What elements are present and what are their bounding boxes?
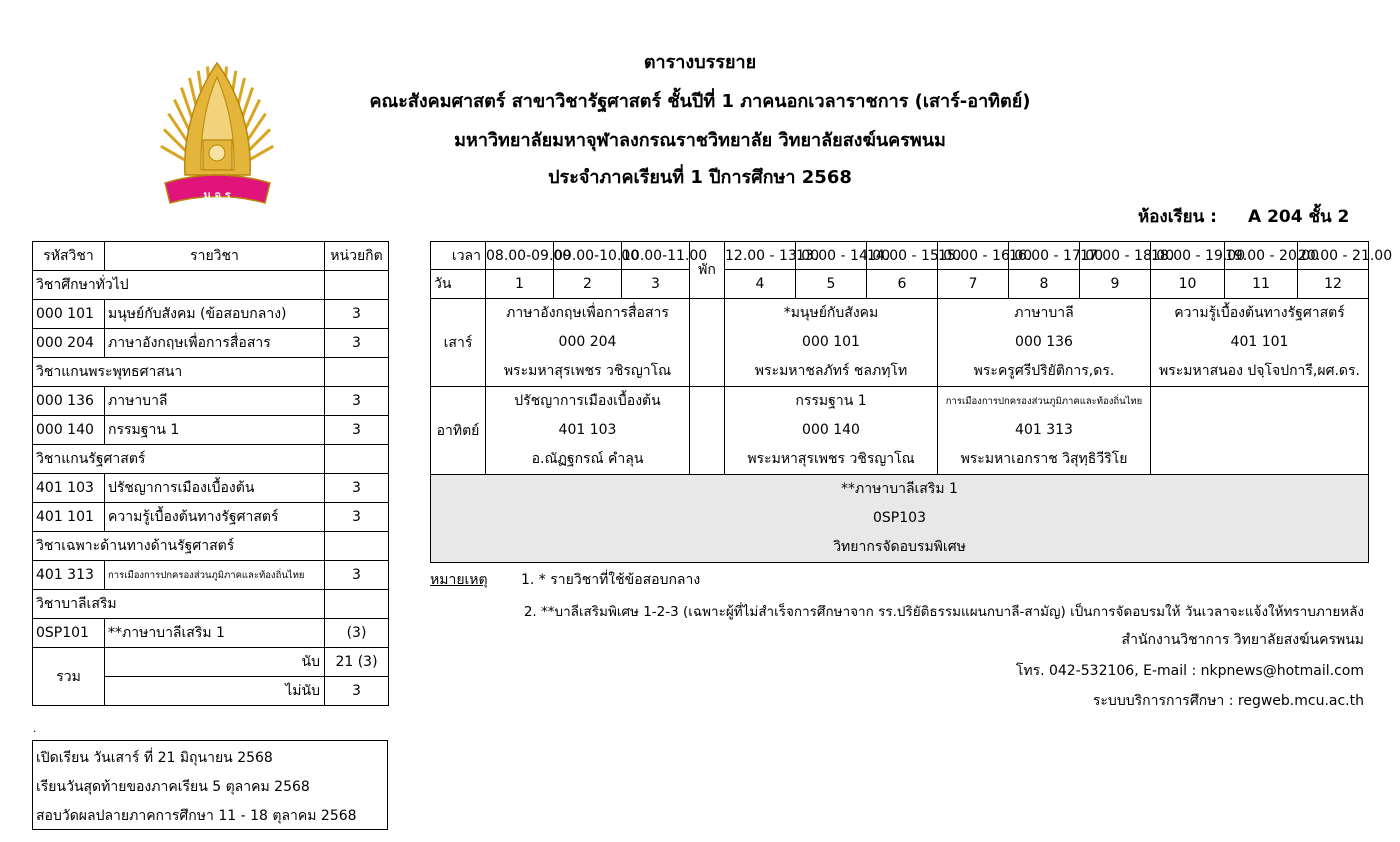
table-row [33, 619, 389, 648]
time-slot: 17.00 - 18.00 [1080, 242, 1151, 270]
slot-subject: ความรู้เบื้องต้นทางรัฐศาสตร์ [1174, 305, 1345, 321]
slot-code: 401 313 [1015, 422, 1073, 438]
dot-mark: . [33, 724, 37, 735]
notes-label: หมายเหตุ [430, 572, 488, 588]
slot-teacher: วิทยากรจัดอบรมพิเศษ [833, 539, 966, 555]
table-row [431, 387, 1369, 475]
course-name: กรรมฐาน 1 [105, 416, 325, 445]
slot-code: 0SP103 [873, 510, 926, 526]
day-name: เสาร์ [431, 299, 486, 387]
course-credit: 3 [325, 387, 389, 416]
last-class-date: เรียนวันสุดท้ายของภาคเรียน 5 ตุลาคม 2568 [36, 779, 310, 795]
table-row [33, 590, 389, 619]
slot-subject: ภาษาอังกฤษเพื่อการสื่อสาร [506, 305, 669, 321]
course-group-title: วิชาบาลีเสริม [33, 590, 325, 619]
exam-date: สอบวัดผลปลายภาคการศึกษา 11 - 18 ตุลาคม 2568 [36, 808, 357, 824]
break-label: พัก [690, 242, 725, 299]
slot-code: 000 101 [802, 334, 860, 350]
table-row [33, 387, 389, 416]
table-row [33, 503, 389, 532]
time-slot: 20.00 - 21.00 [1298, 242, 1369, 270]
period-number: 12 [1298, 270, 1369, 299]
note-2: 2. **บาลีเสริมพิเศษ 1-2-3 (เฉพาะผู้ที่ไม่สำเร็จการศึกษาจาก รร.ปริยัติธรรมแผนกบาลี-สามัญ) เป็นการจัดอบรมให้ วันเวลาจะแจ้งให้ทราบภายหลัง [523, 604, 1364, 620]
period-number: 9 [1080, 270, 1151, 299]
period-number: 4 [725, 270, 796, 299]
slot-code: 000 140 [802, 422, 860, 438]
course-group-credit [325, 271, 389, 300]
table-row [33, 648, 389, 677]
break-cell [690, 299, 725, 387]
time-slot: 08.00-09.00 [486, 242, 554, 270]
slot-teacher: พระมหาเอกราช วิสุทฺธิวีริโย [960, 451, 1128, 467]
class-slot [725, 299, 938, 387]
contact-info: โทร. 042-532106, E-mail : nkpnews@hotmail.com [1015, 663, 1364, 679]
course-group-title: วิชาแกนพระพุทธศาสนา [33, 358, 325, 387]
office-name: สำนักงานวิชาการ วิทยาลัยสงฆ์นครพนม [1121, 632, 1364, 648]
table-row [33, 300, 389, 329]
course-code: 000 101 [33, 300, 105, 329]
header-name: รายวิชา [105, 242, 325, 271]
slot-teacher: อ.ณัฏฐกรณ์ คำลุน [531, 451, 644, 467]
table-row [33, 445, 389, 474]
course-group-title: วิชาเฉพาะด้านทางด้านรัฐศาสตร์ [33, 532, 325, 561]
slot-code: 401 103 [558, 422, 617, 438]
time-label: เวลา [431, 242, 486, 270]
course-credit: 3 [325, 503, 389, 532]
class-slot [486, 299, 690, 387]
total-label: รวม [33, 648, 105, 706]
course-name: ความรู้เบื้องต้นทางรัฐศาสตร์ [105, 503, 325, 532]
empty-slot [1151, 387, 1369, 475]
time-slot: 19.00 - 20.00 [1225, 242, 1298, 270]
header-credit: หน่วยกิต [325, 242, 389, 271]
class-slot [486, 387, 690, 475]
time-slot: 10.00-11.00 [622, 242, 690, 270]
course-group-credit [325, 590, 389, 619]
course-name: การเมืองการปกครองส่วนภูมิภาคและท้องถิ่นไทย [105, 561, 325, 590]
slot-subject: การเมืองการปกครองส่วนภูมิภาคและท้องถิ่นไทย [945, 396, 1143, 407]
room-value: A 204 ชั้น 2 [1248, 207, 1350, 227]
course-name: ภาษาบาลี [105, 387, 325, 416]
time-slot: 15.00 - 16.00 [938, 242, 1009, 270]
course-credit: 3 [325, 300, 389, 329]
course-code: 401 101 [33, 503, 105, 532]
table-row [33, 416, 389, 445]
dates-box [32, 740, 388, 830]
course-name: มนุษย์กับสังคม (ข้อสอบกลาง) [105, 300, 325, 329]
slot-code: 000 136 [1015, 334, 1073, 350]
class-slot [938, 299, 1151, 387]
time-slot: 13.00 - 14.00 [796, 242, 867, 270]
courses-table [32, 241, 389, 706]
nocount-label: ไม่นับ [105, 677, 325, 706]
time-slot: 18.00 - 19.00 [1151, 242, 1225, 270]
registration-system: ระบบบริการการศึกษา : regweb.mcu.ac.th [1092, 693, 1364, 709]
course-credit: 3 [325, 561, 389, 590]
course-code: 0SP101 [33, 619, 105, 648]
period-number: 10 [1151, 270, 1225, 299]
period-number: 3 [622, 270, 690, 299]
count-label: นับ [105, 648, 325, 677]
course-credit: (3) [325, 619, 389, 648]
table-row [33, 532, 389, 561]
course-name: ภาษาอังกฤษเพื่อการสื่อสาร [105, 329, 325, 358]
period-number: 5 [796, 270, 867, 299]
open-date: เปิดเรียน วันเสาร์ ที่ 21 มิถุนายน 2568 [36, 750, 273, 766]
table-row [431, 475, 1369, 563]
course-code: 401 313 [33, 561, 105, 590]
period-number: 8 [1009, 270, 1080, 299]
table-row [431, 242, 1369, 270]
course-name: **ภาษาบาลีเสริม 1 [105, 619, 325, 648]
slot-subject: ภาษาบาลี [1014, 305, 1074, 321]
day-label: วัน [431, 270, 486, 299]
course-code: 000 136 [33, 387, 105, 416]
university-title: มหาวิทยาลัยมหาจุฬาลงกรณราชวิทยาลัย วิทยาลัยสงฆ์นครพนม [454, 130, 946, 151]
table-row [33, 329, 389, 358]
day-name: อาทิตย์ [431, 387, 486, 475]
class-slot [1151, 299, 1369, 387]
slot-code: 000 204 [558, 334, 617, 350]
course-credit: 3 [325, 416, 389, 445]
note-1: 1. * รายวิชาที่ใช้ข้อสอบกลาง [521, 572, 701, 588]
course-group-credit [325, 445, 389, 474]
slot-teacher: พระครูศรีปริยัติการ,ดร. [973, 363, 1115, 379]
course-group-credit [325, 532, 389, 561]
course-name: ปรัชญาการเมืองเบื้องต้น [105, 474, 325, 503]
slot-code: 401 101 [1230, 334, 1289, 350]
period-number: 6 [867, 270, 938, 299]
course-group-title: วิชาแกนรัฐศาสตร์ [33, 445, 325, 474]
count-value: 21 (3) [325, 648, 389, 677]
header-code: รหัสวิชา [33, 242, 105, 271]
course-code: 000 204 [33, 329, 105, 358]
slot-teacher: พระมหาสุรเพชร วชิรญาโณ [747, 451, 915, 467]
class-slot [938, 387, 1151, 475]
course-credit: 3 [325, 474, 389, 503]
faculty-title: คณะสังคมศาสตร์ สาขาวิชารัฐศาสตร์ ชั้นปีที่ 1 ภาคนอกเวลาราชการ (เสาร์-อาทิตย์) [369, 91, 1031, 112]
slot-teacher: พระมหาสุรเพชร วชิรญาโณ [503, 363, 672, 379]
course-code: 401 103 [33, 474, 105, 503]
time-slot: 12.00 - 13.00 [725, 242, 796, 270]
nocount-value: 3 [325, 677, 389, 706]
slot-subject: ปรัชญาการเมืองเบื้องต้น [514, 393, 661, 409]
slot-teacher: พระมหาสนอง ปจฺโจปการี,ผศ.ดร. [1158, 363, 1360, 379]
table-row [33, 271, 389, 300]
course-group-title: วิชาศึกษาทั่วไป [33, 271, 325, 300]
table-row [431, 270, 1369, 299]
schedule-table [430, 241, 1393, 563]
period-number: 1 [486, 270, 554, 299]
table-row [33, 561, 389, 590]
course-code: 000 140 [33, 416, 105, 445]
logo-text: ม จ ร [203, 189, 231, 202]
period-number: 2 [554, 270, 622, 299]
slot-subject: กรรมฐาน 1 [795, 393, 867, 409]
room-label: ห้องเรียน : [1138, 207, 1217, 227]
period-number: 11 [1225, 270, 1298, 299]
slot-teacher: พระมหาชลภัทร์ ชลภทฺโท [754, 363, 908, 379]
class-slot [725, 387, 938, 475]
period-number: 7 [938, 270, 1009, 299]
time-slot: 14.00 - 15.00 [867, 242, 938, 270]
table-row [33, 242, 389, 271]
time-slot: 16.00 - 17.00 [1009, 242, 1080, 270]
page-title: ตารางบรรยาย [643, 52, 757, 73]
break-cell [690, 387, 725, 475]
table-row [33, 358, 389, 387]
slot-subject: **ภาษาบาลีเสริม 1 [841, 481, 958, 497]
semester-title: ประจำภาคเรียนที่ 1 ปีการศึกษา 2568 [548, 167, 852, 188]
course-group-credit [325, 358, 389, 387]
table-row [431, 299, 1369, 387]
slot-subject: *มนุษย์กับสังคม [783, 305, 879, 321]
table-row [33, 474, 389, 503]
time-slot: 09.00-10.00 [554, 242, 622, 270]
special-class [431, 475, 1369, 563]
course-credit: 3 [325, 329, 389, 358]
